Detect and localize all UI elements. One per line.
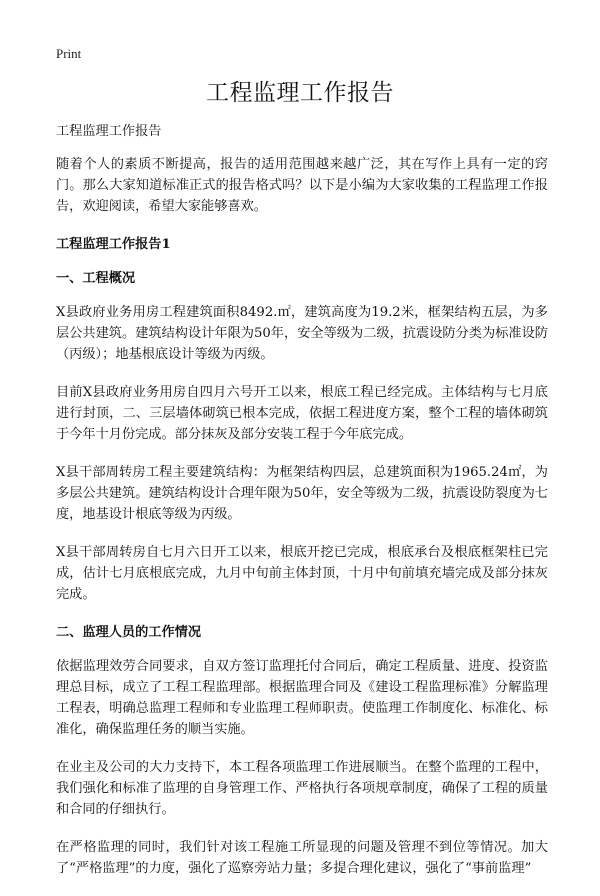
print-link[interactable]: Print: [56, 46, 82, 61]
document-subtitle: 工程监理工作报告: [56, 124, 162, 139]
intro-paragraph: 随着个人的素质不断提高，报告的适用范围越来越广泛，其在写作上具有一定的窍门。那么大家知道标准正式的报告格式吗？以下是小编为大家收集的工程监理工作报告，欢迎阅读，希望大家能够喜欢。: [56, 157, 548, 214]
overview-paragraph-3: X县干部周转房工程主要建筑结构：为框架结构四层，总建筑面积为1965.24㎡，为多层公共建筑。建筑结构设计合理年限为50年，安全等级为二级，抗震设防裂度为七度，地基设计根底等级为丙级。: [56, 465, 548, 522]
staff-work-paragraph-2: 在业主及公司的大力支持下，本工程各项监理工作进展顺当。在整个监理的工程中，我们强化和标准了监理的自身管理工作、严格执行各项规章制度，确保了工程的质量和合同的仔细执行。: [56, 760, 548, 817]
overview-paragraph-4: X县干部周转房自七月六日开工以来，根底开挖已完成，根底承台及根底框架柱已完成，估计七月底根底完成，九月中旬前主体封顶，十月中旬前填充墙完成及部分抹灰完成。: [56, 545, 548, 602]
section-heading-staff-work: 二、监理人员的工作情况: [56, 625, 202, 640]
report-heading: 工程监理工作报告1: [56, 237, 171, 252]
page-title: 工程监理工作报告: [206, 80, 394, 106]
overview-paragraph-1: X县政府业务用房工程建筑面积8492.㎡，建筑高度为19.2米，框架结构五层，为多层公共建筑。建筑结构设计年限为50年，安全等级为二级，抗震设防分类为标准设防（丙级）；地基根底设计等级为丙级。: [56, 305, 548, 362]
section-heading-overview: 一、工程概况: [56, 271, 136, 286]
overview-paragraph-2: 目前X县政府业务用房自四月六号开工以来，根底工程已经完成。主体结构与七月底进行封顶，二、三层墙体砌筑已根本完成，依据工程进度方案，整个工程的墙体砌筑于今年十月份完成。部分抹灰及部分安装工程于今年底完成。: [56, 385, 548, 442]
staff-work-paragraph-1: 依据监理效劳合同要求，自双方签订监理托付合同后，确定工程质量、进度、投资监理总目标，成立了工程工程监理部。根据监理合同及《建设工程监理标准》分解监理工程表，明确总监理工程师和专业监理工程师职责。使监理工作制度化、标准化、标准化，确保监理任务的顺当实施。: [56, 659, 548, 737]
staff-work-paragraph-3: 在严格监理的同时，我们针对该工程施工所显现的问题及管理不到位等情况。加大了“严格监理”的力度，强化了巡察旁站力量；多提合理化建议，强化了“事前监理”: [56, 840, 548, 876]
document-body: [56, 121, 548, 896]
